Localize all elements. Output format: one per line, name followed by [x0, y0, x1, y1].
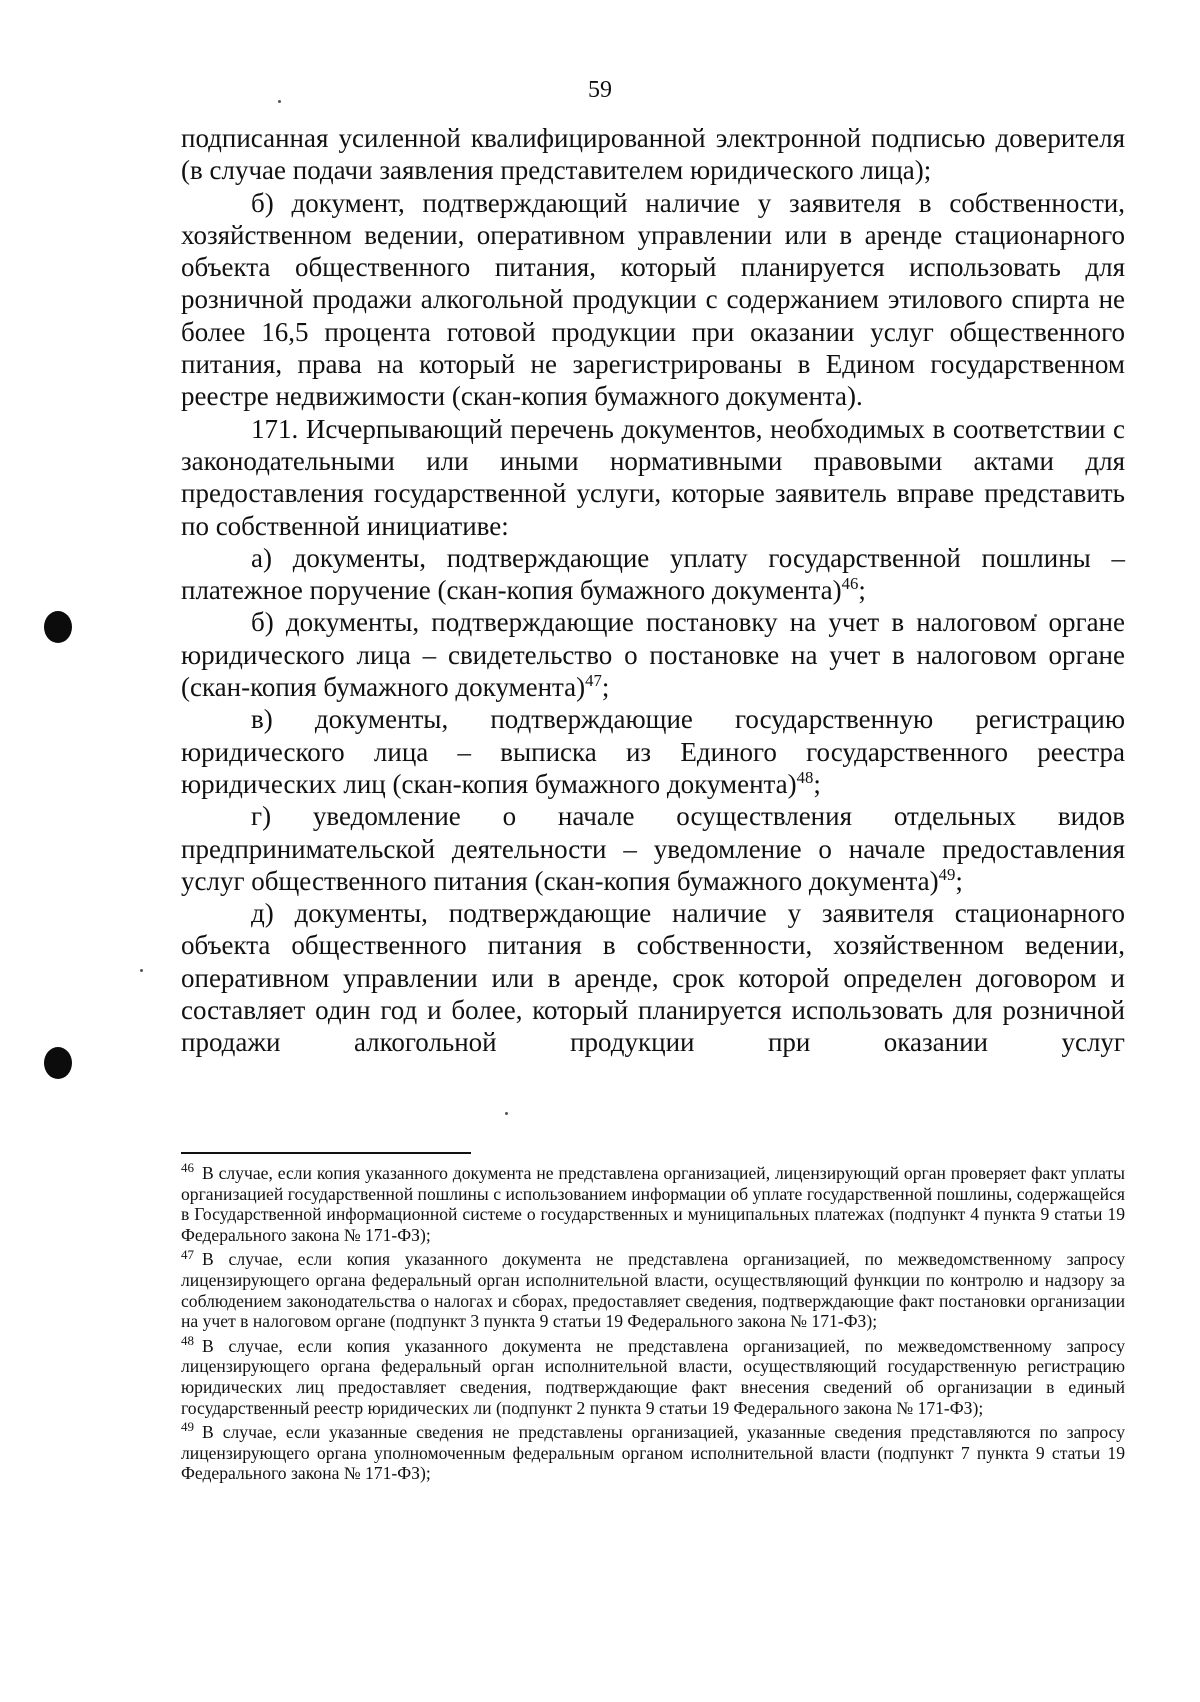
footnote-ref: 47: [585, 671, 602, 691]
punch-hole-lower: [44, 1047, 72, 1079]
scan-speck: [278, 100, 281, 103]
paragraph: а) документы, подтверждающие уплату государственной пошлины – платежное поручение (скан-копия бумажного документа)$^{46}$;: [181, 542, 1125, 606]
paragraph: подписанная усиленной квалифицированной электронной подписью доверителя (в случае подачи заявления представителем юридического лица);: [181, 123, 1125, 186]
paragraph: д) документы, подтверждающие наличие у заявителя стационарного объекта общественного питания в собственности, хозяйственном ведении, оперативном управлении или в аренде, срок которой определен договором и составляет один год и более, который планируется использовать для розничной продажи алкогольной продукции при оказании услуг: [181, 898, 1125, 1058]
footnote: [181, 1332, 1125, 1418]
footnote: [181, 1246, 1125, 1332]
scan-speck: [140, 969, 143, 972]
footnotes: [181, 1160, 1125, 1488]
main-text: [181, 122, 1125, 1059]
footnote-ref: 48: [796, 767, 814, 787]
footnote-mark: 49: [181, 1419, 194, 1435]
footnote-mark: 46: [181, 1160, 194, 1176]
scan-speck: [505, 1112, 508, 1115]
paragraph: б) документ, подтверждающий наличие у заявителя в собственности, хозяйственном ведении, оперативном управлении или в аренде стационарного объекта общественного питания, который планируется использовать для розничной продажи алкогольной продукции с содержанием этилового спирта не более 16,5 процента готовой продукции при оказании услуг общественного питания, права на который не зарегистрированы в Едином государственном реестре недвижимости (скан-копия бумажного документа).: [181, 187, 1125, 412]
footnote-text: В случае, если копия указанного документа не представлена организацией, по межведомственному запросу лицензирующего органа федеральный орган исполнительной власти, осуществляющий функции по контролю и надзору за соблюдением законодательства о налогах и сборах, предоставляет сведения, подтверждающие факт постановки организации на учет в налоговом органе (подпункт 3 пункта 9 статьи 19 Федерального закона № 171-ФЗ);: [181, 1249, 1125, 1332]
footnote-ref: 49: [938, 864, 956, 884]
page-number: 59: [588, 77, 612, 103]
footnote-mark: 47: [181, 1246, 194, 1262]
paragraph: 171. Исчерпывающий перечень документов, необходимых в соответствии с законодательными или иными нормативными правовыми актами для предоставления государственной услуги, которые заявитель вправе представить по собственной инициативе:: [181, 413, 1125, 541]
footnote-text: В случае, если указанные сведения не представлены организацией, указанные сведения представляются по запросу лицензирующего органа уполномоченным федеральным органом исполнительной власти (подпункт 7 пункта 9 статьи 19 Федерального закона № 171-ФЗ);: [181, 1422, 1125, 1484]
footnote-ref: 46: [841, 574, 859, 594]
paragraph: в) документы, подтверждающие государственную регистрацию юридического лица – выписка из Единого государственного реестра юридических лиц (скан-копия бумажного документа)$^{48}$;: [181, 704, 1125, 799]
footnote-mark: 48: [181, 1332, 194, 1348]
footnote-text: В случае, если копия указанного документа не представлена организацией, лицензирующий орган проверяет факт уплаты организацией государственной пошлины с использованием информации об уплате государственной пошлины, содержащейся в Государственной информационной системе о государственных и муниципальных платежах (подпункт 4 пункта 9 статьи 19 Федерального закона № 171-ФЗ);: [181, 1163, 1125, 1245]
footnote-text: В случае, если копия указанного документа не представлена организацией, по межведомственному запросу лицензирующего органа федеральный орган исполнительной власти, осуществляющий государственную регистрацию юридических лиц предоставляет сведения, подтверждающие факт внесения сведений об организации в единый государственный реестр юридических ли (подпункт 2 пункта 9 статьи 19 Федерального закона № 171-ФЗ);: [181, 1335, 1125, 1418]
punch-hole-upper: [44, 611, 72, 643]
footnote-separator: [181, 1152, 471, 1154]
footnote: [181, 1419, 1125, 1484]
paragraph: б) документы, подтверждающие постановку на учет в налоговом органе юридического лица – свидетельство о постановке на учет в налоговом органе (скан-копия бумажного документа)$^{47}$;: [181, 607, 1125, 703]
footnote: [181, 1160, 1125, 1245]
paragraph: г) уведомление о начале осуществления отдельных видов предпринимательской деятельности – уведомление о начале предоставления услуг общественного питания (скан-копия бумажного документа)$^{49}$;: [181, 801, 1125, 896]
